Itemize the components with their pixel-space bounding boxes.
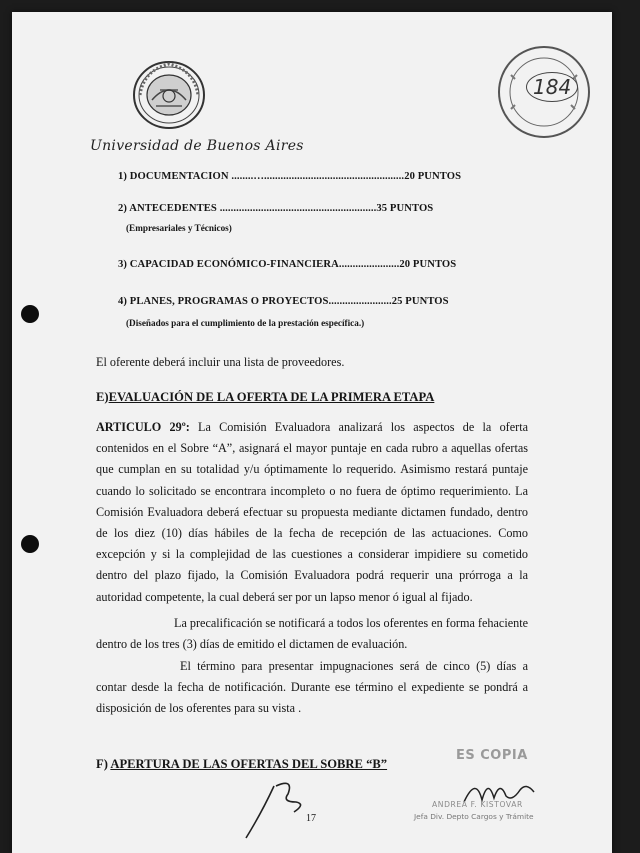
section-f-heading: F) APERTURA DE LAS OFERTAS DEL SOBRE “B” xyxy=(96,757,388,771)
criterion-documentacion: 1) DOCUMENTACION ........…...................................................20 PUNTOS xyxy=(118,171,462,182)
impugnation-paragraph: El término para presentar impugnaciones será de cinco (5) días a contar desde la fecha de notificación. Durante ese término el expediente se pondrá a disposición de los oferentes para su vista . xyxy=(96,659,528,716)
criterion-planes-note: (Diseñados para el cumplimiento de la prestación específica.) xyxy=(126,318,365,328)
handwritten-initial-icon xyxy=(236,772,326,844)
folio-number: 184 xyxy=(526,72,578,102)
suppliers-note: El oferente deberá incluir una lista de proveedores. xyxy=(96,355,345,369)
punch-hole xyxy=(21,535,39,553)
precalification-paragraph: La precalificación se notificará a todos los oferentes en forma fehaciente dentro de los tres (3) días de emitido el dictamen de evaluación. xyxy=(96,616,528,652)
punch-hole xyxy=(21,305,39,323)
university-seal-icon xyxy=(132,60,206,130)
section-e-heading: E)EVALUACIÓN DE LA OFERTA DE LA PRIMERA ETAPA xyxy=(96,390,435,404)
criterion-antecedentes-note: (Empresariales y Técnicos) xyxy=(126,223,232,233)
copy-stamp: ES COPIA xyxy=(456,748,528,763)
signer-name: ANDREA F. KISTOVAR xyxy=(432,800,523,809)
article-29-paragraph: ARTICULO 29º: La Comisión Evaluadora analizará los aspectos de la oferta contenidos en el Sobre “A”, asignará el mayor puntaje en cada rubro a aquellas ofertas que cumplan en su totalidad y/u óptimamente lo requerido. Asimismo restará puntaje cuando lo solicitado se encontrara incompleto o no fuera de óptimo requerimiento. La Comisión Evaluadora deberá efectuar su propuesta mediante dictamen fundado, dentro de los diez (10) días hábiles de la fecha de recepción de las actuaciones. Como excepción y si la complejidad de las cuestiones a considerar impidiere su cometido dentro del plazo fijado, la Comisión Evaluadora podrá requerir una prórroga a la autoridad competente, la cual deberá ser por un lapso menor ó igual al fijado. xyxy=(96,420,528,604)
university-name: Universidad de Buenos Aires xyxy=(90,138,304,154)
signer-role: Jefa Div. Depto Cargos y Trámite xyxy=(414,812,534,821)
page-number: 17 xyxy=(306,813,316,824)
criterion-capacidad: 3) CAPACIDAD ECONÓMICO-FINANCIERA......................20 PUNTOS xyxy=(118,259,457,270)
criterion-antecedentes: 2) ANTECEDENTES .........................................................35 PUNTOS xyxy=(118,203,434,214)
criterion-planes: 4) PLANES, PROGRAMAS O PROYECTOS.......................25 PUNTOS xyxy=(118,296,449,307)
